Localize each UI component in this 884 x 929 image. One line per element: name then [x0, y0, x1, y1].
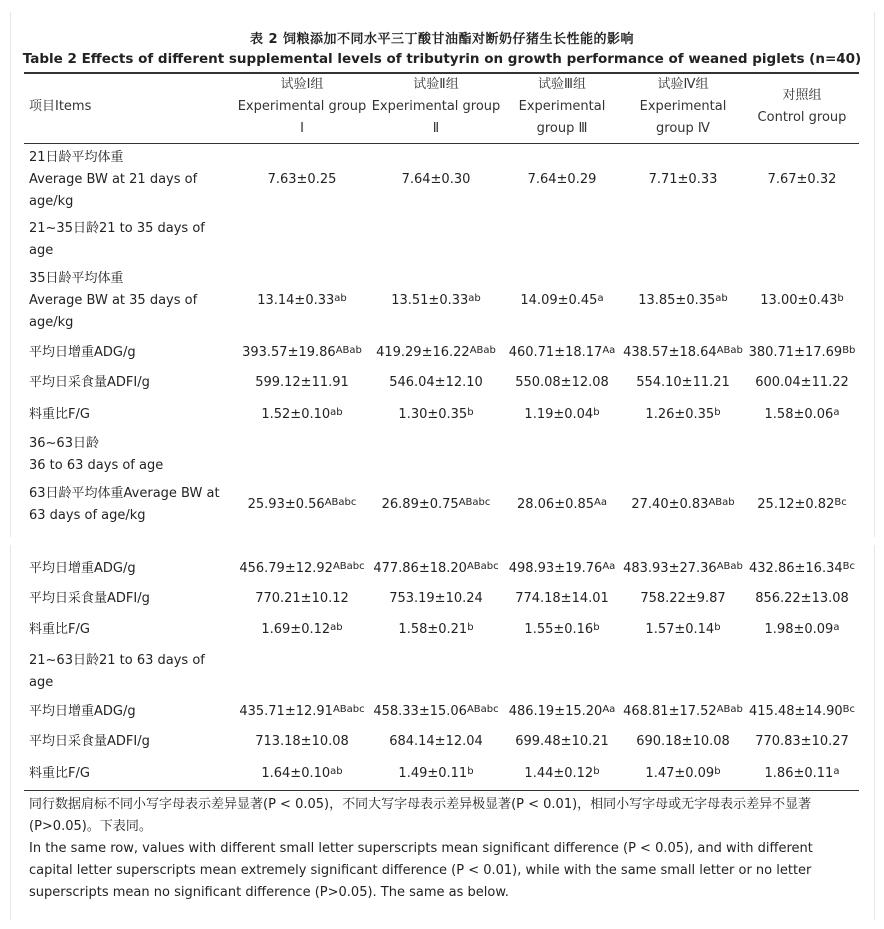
cell-superscript: Bc [842, 561, 855, 572]
row-label: 平均日采食量ADFI/g [29, 591, 150, 606]
row-label: 63 days of age/kg [29, 508, 146, 523]
cell-value: 456.79±12.92 [239, 561, 333, 576]
cell-value: 458.33±15.06 [373, 704, 467, 719]
cell-value: 550.08±12.08 [515, 375, 609, 390]
table-cell [368, 404, 504, 427]
header-group-2-line-3: Ⅱ [432, 121, 440, 136]
cell-value: 13.00±0.43 [760, 293, 838, 308]
row-label: age/kg [29, 315, 74, 330]
row-label: 料重比F/G [29, 622, 90, 637]
table-cell [494, 588, 630, 610]
cell-value: 1.64±0.10 [261, 766, 331, 781]
table-cell [494, 731, 630, 753]
cell-value: 498.93±19.76 [508, 561, 603, 576]
cell-value: 546.04±12.10 [389, 375, 483, 390]
table-cell [734, 342, 870, 365]
page-gap [0, 537, 884, 545]
cell-value: 770.21±10.12 [255, 591, 349, 606]
header-group-3-line-1: 试验Ⅲ组 [538, 77, 586, 92]
header-group-3-line-2: Experimental [518, 99, 606, 114]
cell-value: 770.83±10.27 [755, 734, 849, 749]
table-cell [234, 701, 370, 724]
table-cell [368, 342, 504, 365]
table-cell [615, 169, 751, 191]
cell-superscript: b [467, 766, 474, 777]
cell-superscript: Aa [594, 497, 608, 508]
cell-superscript: b [714, 407, 721, 418]
cell-value: 1.49±0.11 [398, 766, 468, 781]
cell-superscript: ABabc [466, 704, 499, 715]
cell-value: 7.64±0.30 [401, 172, 471, 187]
cell-value: 7.64±0.29 [527, 172, 597, 187]
table-cell [615, 290, 751, 313]
table-cell [734, 404, 870, 427]
cell-superscript: b [593, 766, 600, 777]
cell-superscript: b [593, 622, 600, 633]
cell-superscript: b [837, 293, 844, 304]
table-cell [494, 342, 630, 365]
table-cell [615, 342, 751, 365]
row-label: 35日龄平均体重 [29, 271, 124, 286]
row-label: 21~63日龄21 to 63 days of [29, 653, 205, 668]
table-cell [734, 494, 870, 517]
table-cell [494, 404, 630, 427]
row-label: 36~63日龄 [29, 436, 99, 451]
cell-superscript: Aa [602, 561, 616, 572]
table-cell [234, 494, 370, 517]
table-cell [615, 763, 751, 786]
cell-superscript: b [593, 407, 600, 418]
table-cell [234, 404, 370, 427]
table-cell [234, 763, 370, 786]
row-label: 料重比F/G [29, 766, 90, 781]
row-label: 21~35日龄21 to 35 days of [29, 221, 205, 236]
cell-superscript: ABabc [332, 561, 365, 572]
cell-value: 1.86±0.11 [764, 766, 834, 781]
footnote-zh-2: (P>0.05)。下表同。 [29, 819, 152, 834]
cell-value: 393.57±19.86 [242, 345, 336, 360]
cell-value: 758.22±9.87 [640, 591, 726, 606]
cell-superscript: ABab [335, 345, 362, 356]
cell-value: 27.40±0.83 [631, 497, 709, 512]
row-label: 平均日增重ADG/g [29, 561, 136, 576]
cell-value: 599.12±11.91 [255, 375, 349, 390]
footnote-en-3: superscripts mean no significant difference (P>0.05). The same as below. [29, 885, 509, 900]
cell-value: 554.10±11.21 [636, 375, 730, 390]
cell-superscript: ABab [469, 345, 496, 356]
cell-superscript: ab [330, 766, 343, 777]
cell-value: 856.22±13.08 [755, 591, 849, 606]
cell-value: 483.93±27.36 [623, 561, 717, 576]
table-cell [494, 763, 630, 786]
cell-value: 14.09±0.45 [520, 293, 598, 308]
table-cell [234, 372, 370, 394]
table-cell [494, 372, 630, 394]
row-label: 平均日增重ADG/g [29, 345, 136, 360]
footnote-en-2: capital letter superscripts mean extremely significant difference (P < 0.01), while with the same small letter or no letter [29, 863, 812, 878]
table-cell [615, 558, 751, 581]
cell-value: 477.86±18.20 [373, 561, 467, 576]
row-label: age [29, 243, 54, 258]
table-cell [615, 701, 751, 724]
footnote-zh-1: 同行数据肩标不同小写字母表示差异显著(P < 0.05)，不同大写字母表示差异极显著(P < 0.01)，相同小写字母或无字母表示差异不显著 [29, 797, 812, 812]
row-label: age/kg [29, 194, 74, 209]
table-cell [368, 494, 504, 517]
table-title-zh: 表 2 饲粮添加不同水平三丁酸甘油酯对断奶仔猪生长性能的影响 [249, 32, 635, 47]
table-cell [734, 372, 870, 394]
table-cell [234, 169, 370, 191]
table-cell [368, 372, 504, 394]
row-label: 36 to 63 days of age [29, 458, 164, 473]
cell-value: 25.12±0.82 [757, 497, 835, 512]
row-label: 21日龄平均体重 [29, 150, 124, 165]
cell-superscript: b [467, 622, 474, 633]
row-label: 平均日采食量ADFI/g [29, 375, 150, 390]
cell-value: 600.04±11.22 [755, 375, 849, 390]
bottom-rule [24, 790, 859, 791]
cell-value: 419.29±16.22 [376, 345, 470, 360]
table-cell [368, 290, 504, 313]
cell-superscript: b [714, 622, 721, 633]
row-label: Average BW at 35 days of [29, 293, 198, 308]
table-cell [734, 169, 870, 191]
table-cell [615, 494, 751, 517]
cell-value: 415.48±14.90 [749, 704, 843, 719]
header-items: 项目Items [29, 99, 92, 114]
table-cell [734, 290, 870, 313]
header-group-5-line-1: 对照组 [782, 88, 822, 103]
cell-superscript: Bc [834, 497, 847, 508]
cell-value: 28.06±0.85 [516, 497, 595, 512]
table-cell [234, 558, 370, 581]
header-group-1-line-2: Experimental group [237, 99, 367, 114]
footnote-en-1: In the same row, values with different small letter superscripts mean significant difference (P < 0.05), and with different [29, 841, 813, 856]
cell-value: 1.58±0.06 [764, 407, 834, 422]
cell-value: 7.63±0.25 [267, 172, 337, 187]
cell-superscript: Bb [842, 345, 856, 356]
cell-superscript: Aa [602, 704, 616, 715]
table-cell [734, 701, 870, 724]
cell-value: 380.71±17.69 [748, 345, 843, 360]
cell-value: 1.69±0.12 [261, 622, 331, 637]
cell-superscript: ab [468, 293, 481, 304]
header-group-1-line-3: Ⅰ [300, 121, 304, 136]
table-cell [368, 731, 504, 753]
table-cell [734, 731, 870, 753]
header-group-4-line-3: group Ⅳ [656, 121, 710, 136]
cell-superscript: ab [334, 293, 347, 304]
cell-value: 26.89±0.75 [381, 497, 459, 512]
table-cell [615, 588, 751, 610]
table-cell [615, 619, 751, 642]
cell-superscript: ABab [708, 497, 735, 508]
cell-value: 25.93±0.56 [247, 497, 325, 512]
cell-value: 1.57±0.14 [645, 622, 715, 637]
cell-value: 432.86±16.34 [749, 561, 843, 576]
cell-value: 13.14±0.33 [257, 293, 335, 308]
cell-superscript: ab [330, 407, 343, 418]
cell-value: 7.67±0.32 [767, 172, 837, 187]
header-group-4-line-1: 试验Ⅳ组 [657, 77, 709, 92]
cell-superscript: ABabc [332, 704, 365, 715]
cell-superscript: b [714, 766, 721, 777]
cell-value: 774.18±14.01 [515, 591, 609, 606]
table-cell [734, 763, 870, 786]
cell-value: 1.30±0.35 [398, 407, 468, 422]
cell-value: 1.58±0.21 [398, 622, 468, 637]
cell-superscript: ab [715, 293, 728, 304]
row-label: age [29, 675, 54, 690]
table-cell [368, 701, 504, 724]
cell-superscript: a [833, 766, 840, 777]
table-cell [234, 731, 370, 753]
cell-value: 486.19±15.20 [508, 704, 603, 719]
header-group-1-line-1: 试验Ⅰ组 [280, 77, 324, 92]
table-cell [734, 558, 870, 581]
table-cell [234, 290, 370, 313]
cell-value: 1.19±0.04 [524, 407, 594, 422]
table-cell [234, 342, 370, 365]
cell-superscript: a [833, 407, 840, 418]
table-cell [494, 290, 630, 313]
cell-value: 1.98±0.09 [764, 622, 834, 637]
table-cell [615, 404, 751, 427]
cell-superscript: a [833, 622, 840, 633]
cell-superscript: ABabc [466, 561, 499, 572]
header-rule [24, 143, 859, 144]
cell-superscript: Aa [602, 345, 616, 356]
table-cell [615, 731, 751, 753]
cell-value: 438.57±18.64 [623, 345, 717, 360]
table-cell [494, 701, 630, 724]
cell-superscript: ab [330, 622, 343, 633]
table-cell [368, 619, 504, 642]
table-cell [734, 619, 870, 642]
cell-superscript: ABab [716, 345, 743, 356]
cell-value: 13.51±0.33 [391, 293, 469, 308]
table-cell [368, 558, 504, 581]
header-group-2-line-1: 试验Ⅱ组 [413, 77, 459, 92]
cell-value: 435.71±12.91 [239, 704, 333, 719]
table-cell [234, 619, 370, 642]
cell-superscript: b [467, 407, 474, 418]
cell-superscript: ABabc [324, 497, 357, 508]
table-cell [494, 494, 630, 517]
row-label: 料重比F/G [29, 407, 90, 422]
cell-value: 1.26±0.35 [645, 407, 715, 422]
table-cell [234, 588, 370, 610]
cell-superscript: ABabc [458, 497, 491, 508]
cell-value: 699.48±10.21 [515, 734, 609, 749]
cell-value: 13.85±0.35 [638, 293, 716, 308]
cell-value: 684.14±12.04 [389, 734, 483, 749]
cell-superscript: a [597, 293, 604, 304]
cell-superscript: Bc [842, 704, 855, 715]
cell-value: 468.81±17.52 [623, 704, 717, 719]
row-label: 平均日增重ADG/g [29, 704, 136, 719]
row-label: 63日龄平均体重Average BW at [29, 486, 220, 501]
cell-value: 1.55±0.16 [524, 622, 594, 637]
cell-value: 7.71±0.33 [648, 172, 718, 187]
cell-value: 690.18±10.08 [636, 734, 730, 749]
cell-value: 1.44±0.12 [524, 766, 594, 781]
header-group-3-line-3: group Ⅲ [536, 121, 588, 136]
table-cell [615, 372, 751, 394]
table-cell [368, 763, 504, 786]
header-group-4-line-2: Experimental [639, 99, 727, 114]
header-group-5-line-2: Control group [757, 110, 847, 125]
table-cell [368, 169, 504, 191]
table-cell [494, 558, 630, 581]
cell-value: 1.52±0.10 [261, 407, 331, 422]
table-title-en: Table 2 Effects of different supplemental levels of tributyrin on growth performance of weaned piglets (n=40) [22, 51, 862, 67]
cell-superscript: ABab [716, 561, 743, 572]
cell-value: 1.47±0.09 [645, 766, 715, 781]
row-label: Average BW at 21 days of [29, 172, 198, 187]
table-cell [368, 588, 504, 610]
cell-superscript: ABab [716, 704, 743, 715]
table-cell [494, 169, 630, 191]
header-group-2-line-2: Experimental group [371, 99, 501, 114]
cell-value: 753.19±10.24 [389, 591, 483, 606]
table-cell [494, 619, 630, 642]
cell-value: 713.18±10.08 [255, 734, 349, 749]
table-cell [734, 588, 870, 610]
row-label: 平均日采食量ADFI/g [29, 734, 150, 749]
cell-value: 460.71±18.17 [508, 345, 603, 360]
